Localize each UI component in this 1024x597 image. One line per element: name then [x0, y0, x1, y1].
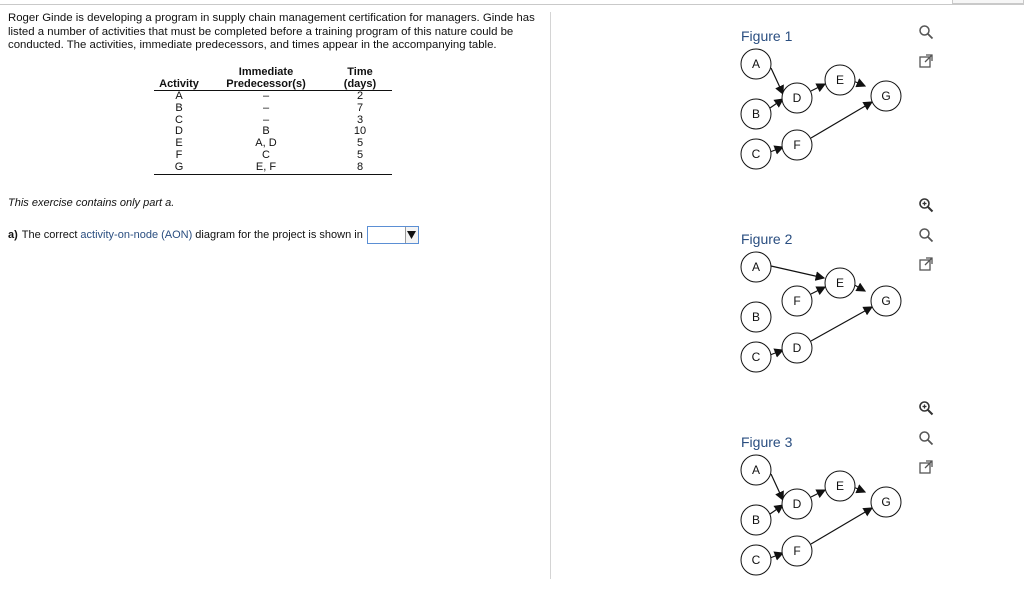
aon-term-link[interactable]: activity-on-node (AON)	[80, 229, 193, 241]
zoom-out-icon[interactable]	[918, 24, 934, 40]
cell-activity: A	[175, 90, 183, 102]
node-D-label: D	[792, 341, 802, 355]
cell-time: 2	[356, 90, 364, 102]
node-E-label: E	[835, 479, 845, 493]
zoom-out-icon[interactable]	[918, 430, 934, 446]
cell-activity: C	[175, 113, 183, 126]
cell-predecessor: –	[262, 101, 270, 114]
figure-3-diagram	[730, 454, 910, 579]
dropdown-arrow-icon[interactable]	[405, 227, 418, 243]
answer-dropdown[interactable]	[367, 226, 419, 244]
node-C-label: C	[751, 350, 761, 364]
cell-predecessor: –	[262, 90, 270, 102]
figure-3-title: Figure 3	[741, 434, 793, 450]
top-rule	[0, 4, 1024, 5]
cell-activity: B	[175, 101, 183, 114]
node-A-label: A	[751, 260, 761, 274]
figure-2-title: Figure 2	[741, 231, 793, 247]
question-label: a)	[8, 229, 18, 241]
cell-time: 3	[356, 113, 364, 126]
node-F-label: F	[793, 138, 801, 152]
node-F-label: F	[793, 294, 801, 308]
node-G-label: G	[881, 294, 891, 308]
exercise-note: This exercise contains only part a.	[8, 197, 175, 209]
answer-dropdown-value	[368, 227, 405, 243]
problem-statement: Roger Ginde is developing a program in supply chain management certification for managers. Ginde has listed a number of activities that must be completed before a training program of this nature could be conducted. The activities, immediate predecessors, and times appear in the accompanying table.	[8, 12, 535, 51]
cell-predecessor: B	[262, 125, 270, 138]
zoom-in-icon[interactable]	[918, 197, 934, 213]
cell-time: 7	[356, 101, 364, 114]
question-text-before: The correct	[21, 229, 78, 241]
zoom-in-icon[interactable]	[918, 400, 934, 416]
node-E-label: E	[835, 73, 845, 87]
cell-time: 5	[356, 148, 364, 161]
node-A-label: A	[751, 463, 761, 477]
cell-predecessor: C	[262, 148, 270, 161]
cell-predecessor: E, F	[204, 162, 328, 174]
question-a	[8, 226, 419, 244]
node-B-label: B	[751, 513, 761, 527]
popout-icon[interactable]	[918, 256, 934, 272]
panel-divider	[550, 12, 551, 579]
header-time: Time (days)	[328, 66, 392, 91]
node-D-label: D	[792, 497, 802, 511]
node-G-label: G	[881, 495, 891, 509]
question-text-after: diagram for the project is shown in	[195, 229, 363, 241]
node-G-label: G	[881, 89, 891, 103]
popout-icon[interactable]	[918, 53, 934, 69]
cell-time: 5	[356, 137, 364, 150]
node-F-label: F	[793, 544, 801, 558]
figure-1-title: Figure 1	[741, 28, 793, 44]
cell-predecessor: A, D	[255, 137, 277, 150]
node-A-label: A	[751, 57, 761, 71]
zoom-out-icon[interactable]	[918, 227, 934, 243]
node-B-label: B	[751, 107, 761, 121]
node-E-label: E	[835, 276, 845, 290]
activity-table	[154, 66, 392, 175]
cell-activity: E	[175, 137, 183, 150]
cell-time: 10	[353, 125, 367, 138]
table-row	[154, 91, 392, 103]
node-D-label: D	[792, 91, 802, 105]
header-activity: Activity	[154, 66, 204, 91]
table-row	[154, 150, 392, 162]
cell-activity: G	[154, 162, 204, 174]
popout-icon[interactable]	[918, 459, 934, 475]
top-tab	[952, 0, 1024, 4]
cell-time: 8	[328, 162, 392, 174]
table-row	[154, 162, 392, 174]
header-predecessor: Immediate Predecessor(s)	[204, 66, 328, 91]
node-C-label: C	[751, 147, 761, 161]
cell-predecessor: –	[262, 113, 270, 126]
cell-activity: F	[175, 148, 183, 161]
figure-2-diagram	[730, 251, 910, 376]
node-C-label: C	[751, 553, 761, 567]
table-row	[154, 103, 392, 115]
cell-activity: D	[175, 125, 183, 138]
figure-1-diagram	[730, 48, 910, 173]
node-B-label: B	[751, 310, 761, 324]
